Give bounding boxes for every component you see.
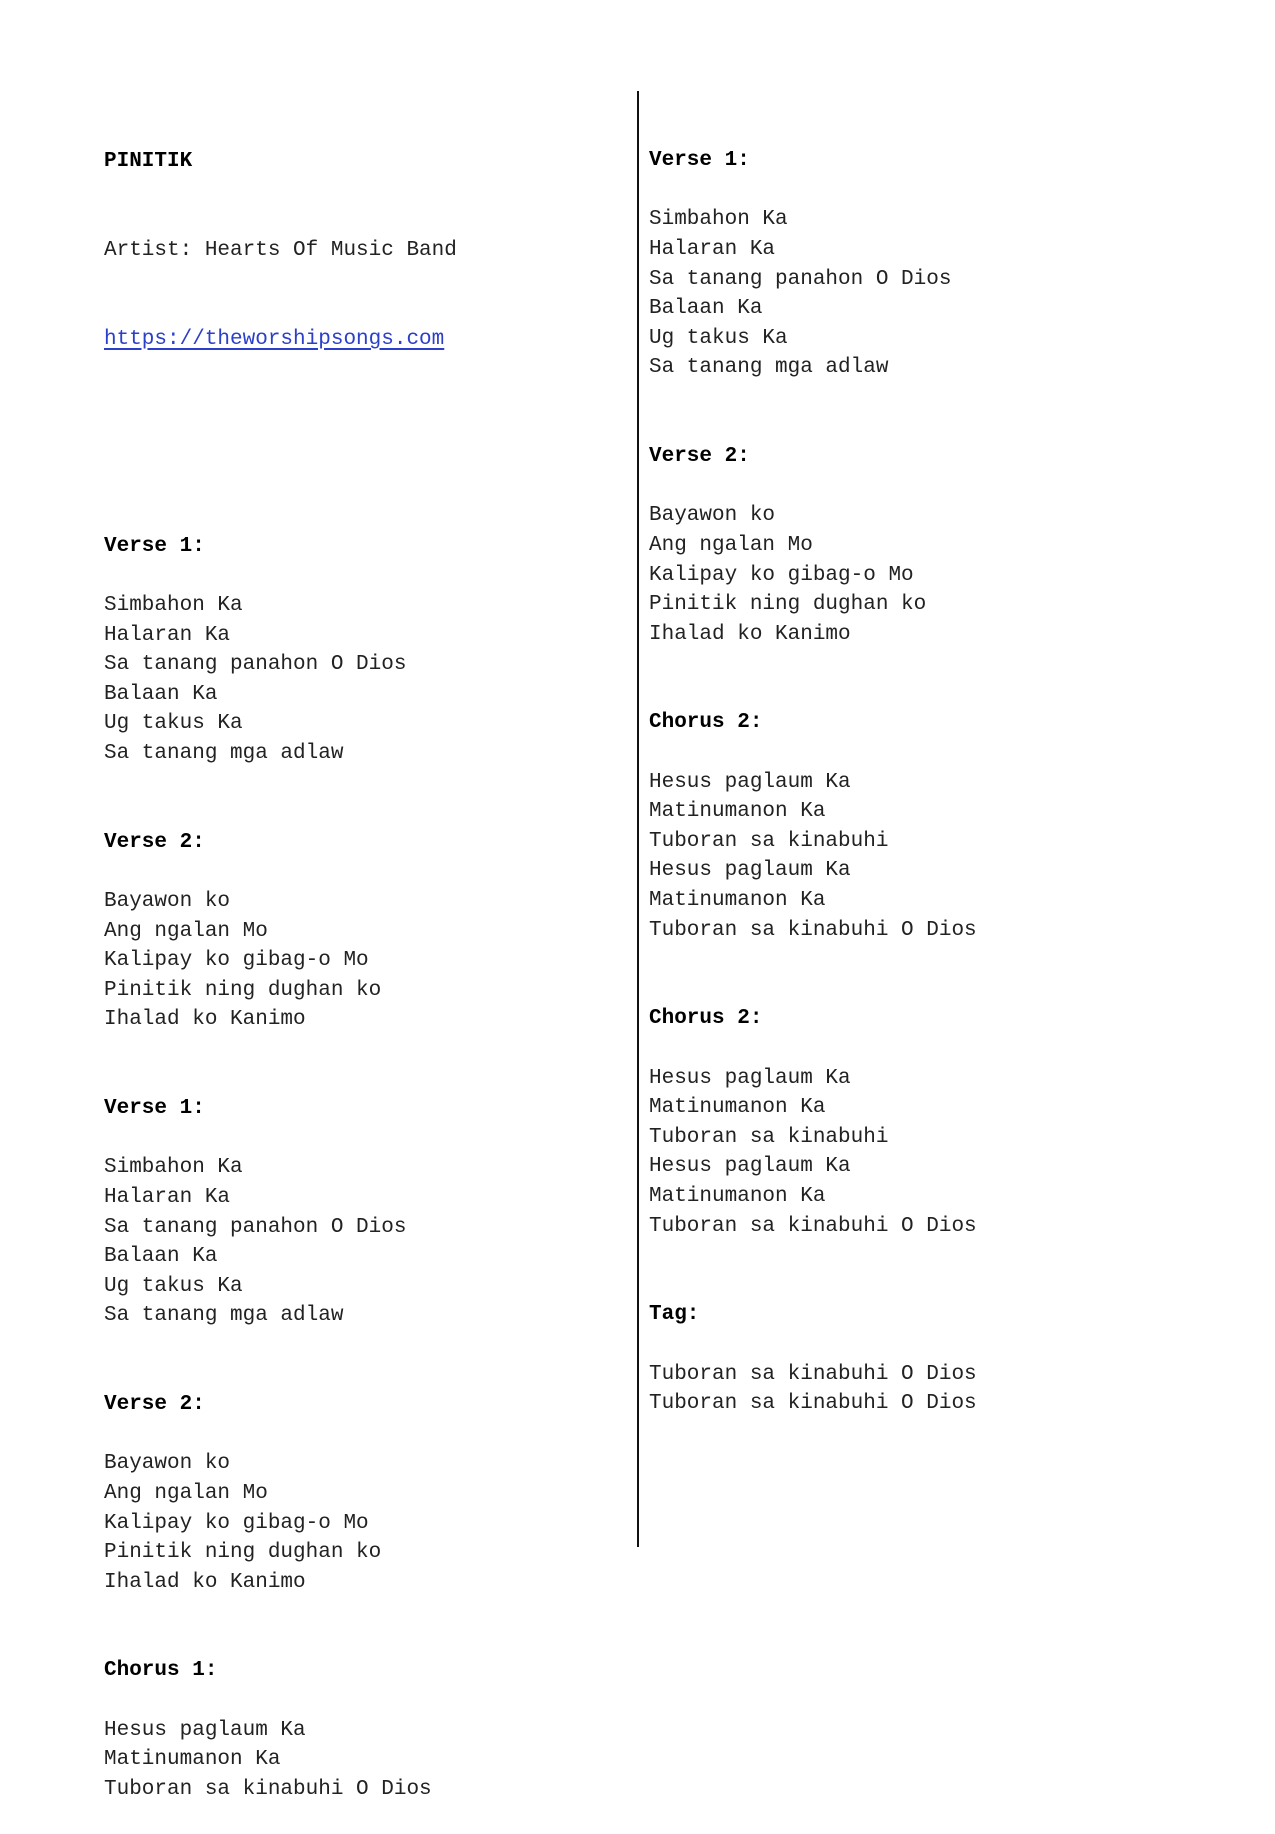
section-heading: Verse 2: [104, 1393, 205, 1417]
lyric-line: Ang ngalan Mo [104, 1481, 268, 1505]
lyric-line: Matinumanon Ka [104, 1748, 281, 1772]
lyric-line: Matinumanon Ka [649, 1184, 826, 1208]
lyric-line: Kalipay ko gibag-o Mo [649, 563, 914, 587]
source-link[interactable]: https://theworshipsongs.com [104, 327, 445, 351]
section-heading: Tag: [649, 1303, 700, 1327]
lyric-line: Ihalad ko Kanimo [104, 1008, 306, 1032]
section-chorus-1 [104, 1656, 624, 1804]
lyric-line: Matinumanon Ka [649, 889, 826, 913]
lyric-line: Bayawon ko [104, 1452, 231, 1476]
lyric-line: Simbahon Ka [649, 208, 788, 232]
lyric-line: Matinumanon Ka [649, 1096, 826, 1120]
lyric-line: Halaran Ka [104, 623, 231, 647]
section-heading: Verse 1: [649, 149, 750, 173]
lyric-line: Simbahon Ka [104, 1156, 243, 1180]
lyric-line: Balaan Ka [649, 297, 763, 321]
section-heading: Verse 2: [104, 830, 205, 854]
lyric-line: Sa tanang panahon O Dios [104, 1215, 407, 1239]
section-verse-2 [104, 828, 624, 1035]
lyric-line: Ug takus Ka [649, 326, 788, 350]
lyric-line: Hesus paglaum Ka [649, 1155, 851, 1179]
lyric-line: Sa tanang mga adlaw [104, 742, 344, 766]
right-column [649, 87, 1209, 1448]
section-heading: Chorus 1: [104, 1659, 218, 1683]
lyric-line: Hesus paglaum Ka [649, 1066, 851, 1090]
song-title: PINITIK [104, 150, 193, 174]
lyric-line: Matinumanon Ka [649, 800, 826, 824]
section-tag [649, 1300, 1209, 1418]
section-verse-1 [649, 146, 1209, 383]
right-sections [649, 146, 1209, 1419]
left-sections [104, 532, 624, 1805]
lyric-line: Tuboran sa kinabuhi [649, 829, 889, 853]
lyric-line: Pinitik ning dughan ko [104, 978, 382, 1002]
lyric-line: Ug takus Ka [104, 1274, 243, 1298]
left-column [104, 88, 624, 1834]
lyric-line: Ang ngalan Mo [104, 919, 268, 943]
section-chorus-2 [649, 1004, 1209, 1241]
section-heading: Chorus 2: [649, 1007, 763, 1031]
section-heading: Verse 2: [649, 445, 750, 469]
lyric-line: Ang ngalan Mo [649, 533, 813, 557]
lyric-line: Tuboran sa kinabuhi O Dios [649, 1214, 977, 1238]
lyric-line: Bayawon ko [104, 890, 231, 914]
lyric-line: Bayawon ko [649, 504, 776, 528]
lyric-line: Ihalad ko Kanimo [649, 622, 851, 646]
lyric-line: Sa tanang panahon O Dios [649, 267, 952, 291]
lyric-line: Tuboran sa kinabuhi O Dios [649, 1392, 977, 1416]
section-verse-2 [104, 1390, 624, 1597]
lyric-line: Hesus paglaum Ka [649, 770, 851, 794]
lyric-line: Ihalad ko Kanimo [104, 1570, 306, 1594]
section-chorus-2 [649, 708, 1209, 945]
lyric-line: Kalipay ko gibag-o Mo [104, 1511, 369, 1535]
section-heading: Verse 1: [104, 1097, 205, 1121]
lyric-line: Sa tanang mga adlaw [649, 356, 889, 380]
lyric-line: Tuboran sa kinabuhi O Dios [649, 918, 977, 942]
section-heading: Chorus 2: [649, 711, 763, 735]
section-verse-2 [649, 442, 1209, 649]
lyric-line: Halaran Ka [649, 237, 776, 261]
lyric-line: Sa tanang panahon O Dios [104, 653, 407, 677]
section-heading: Verse 1: [104, 534, 205, 558]
lyric-line: Hesus paglaum Ka [649, 859, 851, 883]
lyric-line: Hesus paglaum Ka [104, 1718, 306, 1742]
lyric-line: Simbahon Ka [104, 594, 243, 618]
artist-line: Artist: Hearts Of Music Band [104, 238, 457, 262]
lyric-line: Tuboran sa kinabuhi O Dios [104, 1777, 432, 1801]
lyric-line: Ug takus Ka [104, 712, 243, 736]
lyric-line: Halaran Ka [104, 1185, 231, 1209]
lyric-line: Tuboran sa kinabuhi [649, 1125, 889, 1149]
lyric-line: Balaan Ka [104, 682, 218, 706]
lyric-line: Pinitik ning dughan ko [104, 1541, 382, 1565]
lyric-line: Tuboran sa kinabuhi O Dios [649, 1362, 977, 1386]
column-divider [637, 91, 639, 1547]
section-verse-1 [104, 1094, 624, 1331]
lyric-line: Kalipay ko gibag-o Mo [104, 949, 369, 973]
section-verse-1 [104, 532, 624, 769]
lyric-line: Pinitik ning dughan ko [649, 593, 927, 617]
lyric-line: Sa tanang mga adlaw [104, 1304, 344, 1328]
lyric-line: Balaan Ka [104, 1245, 218, 1269]
